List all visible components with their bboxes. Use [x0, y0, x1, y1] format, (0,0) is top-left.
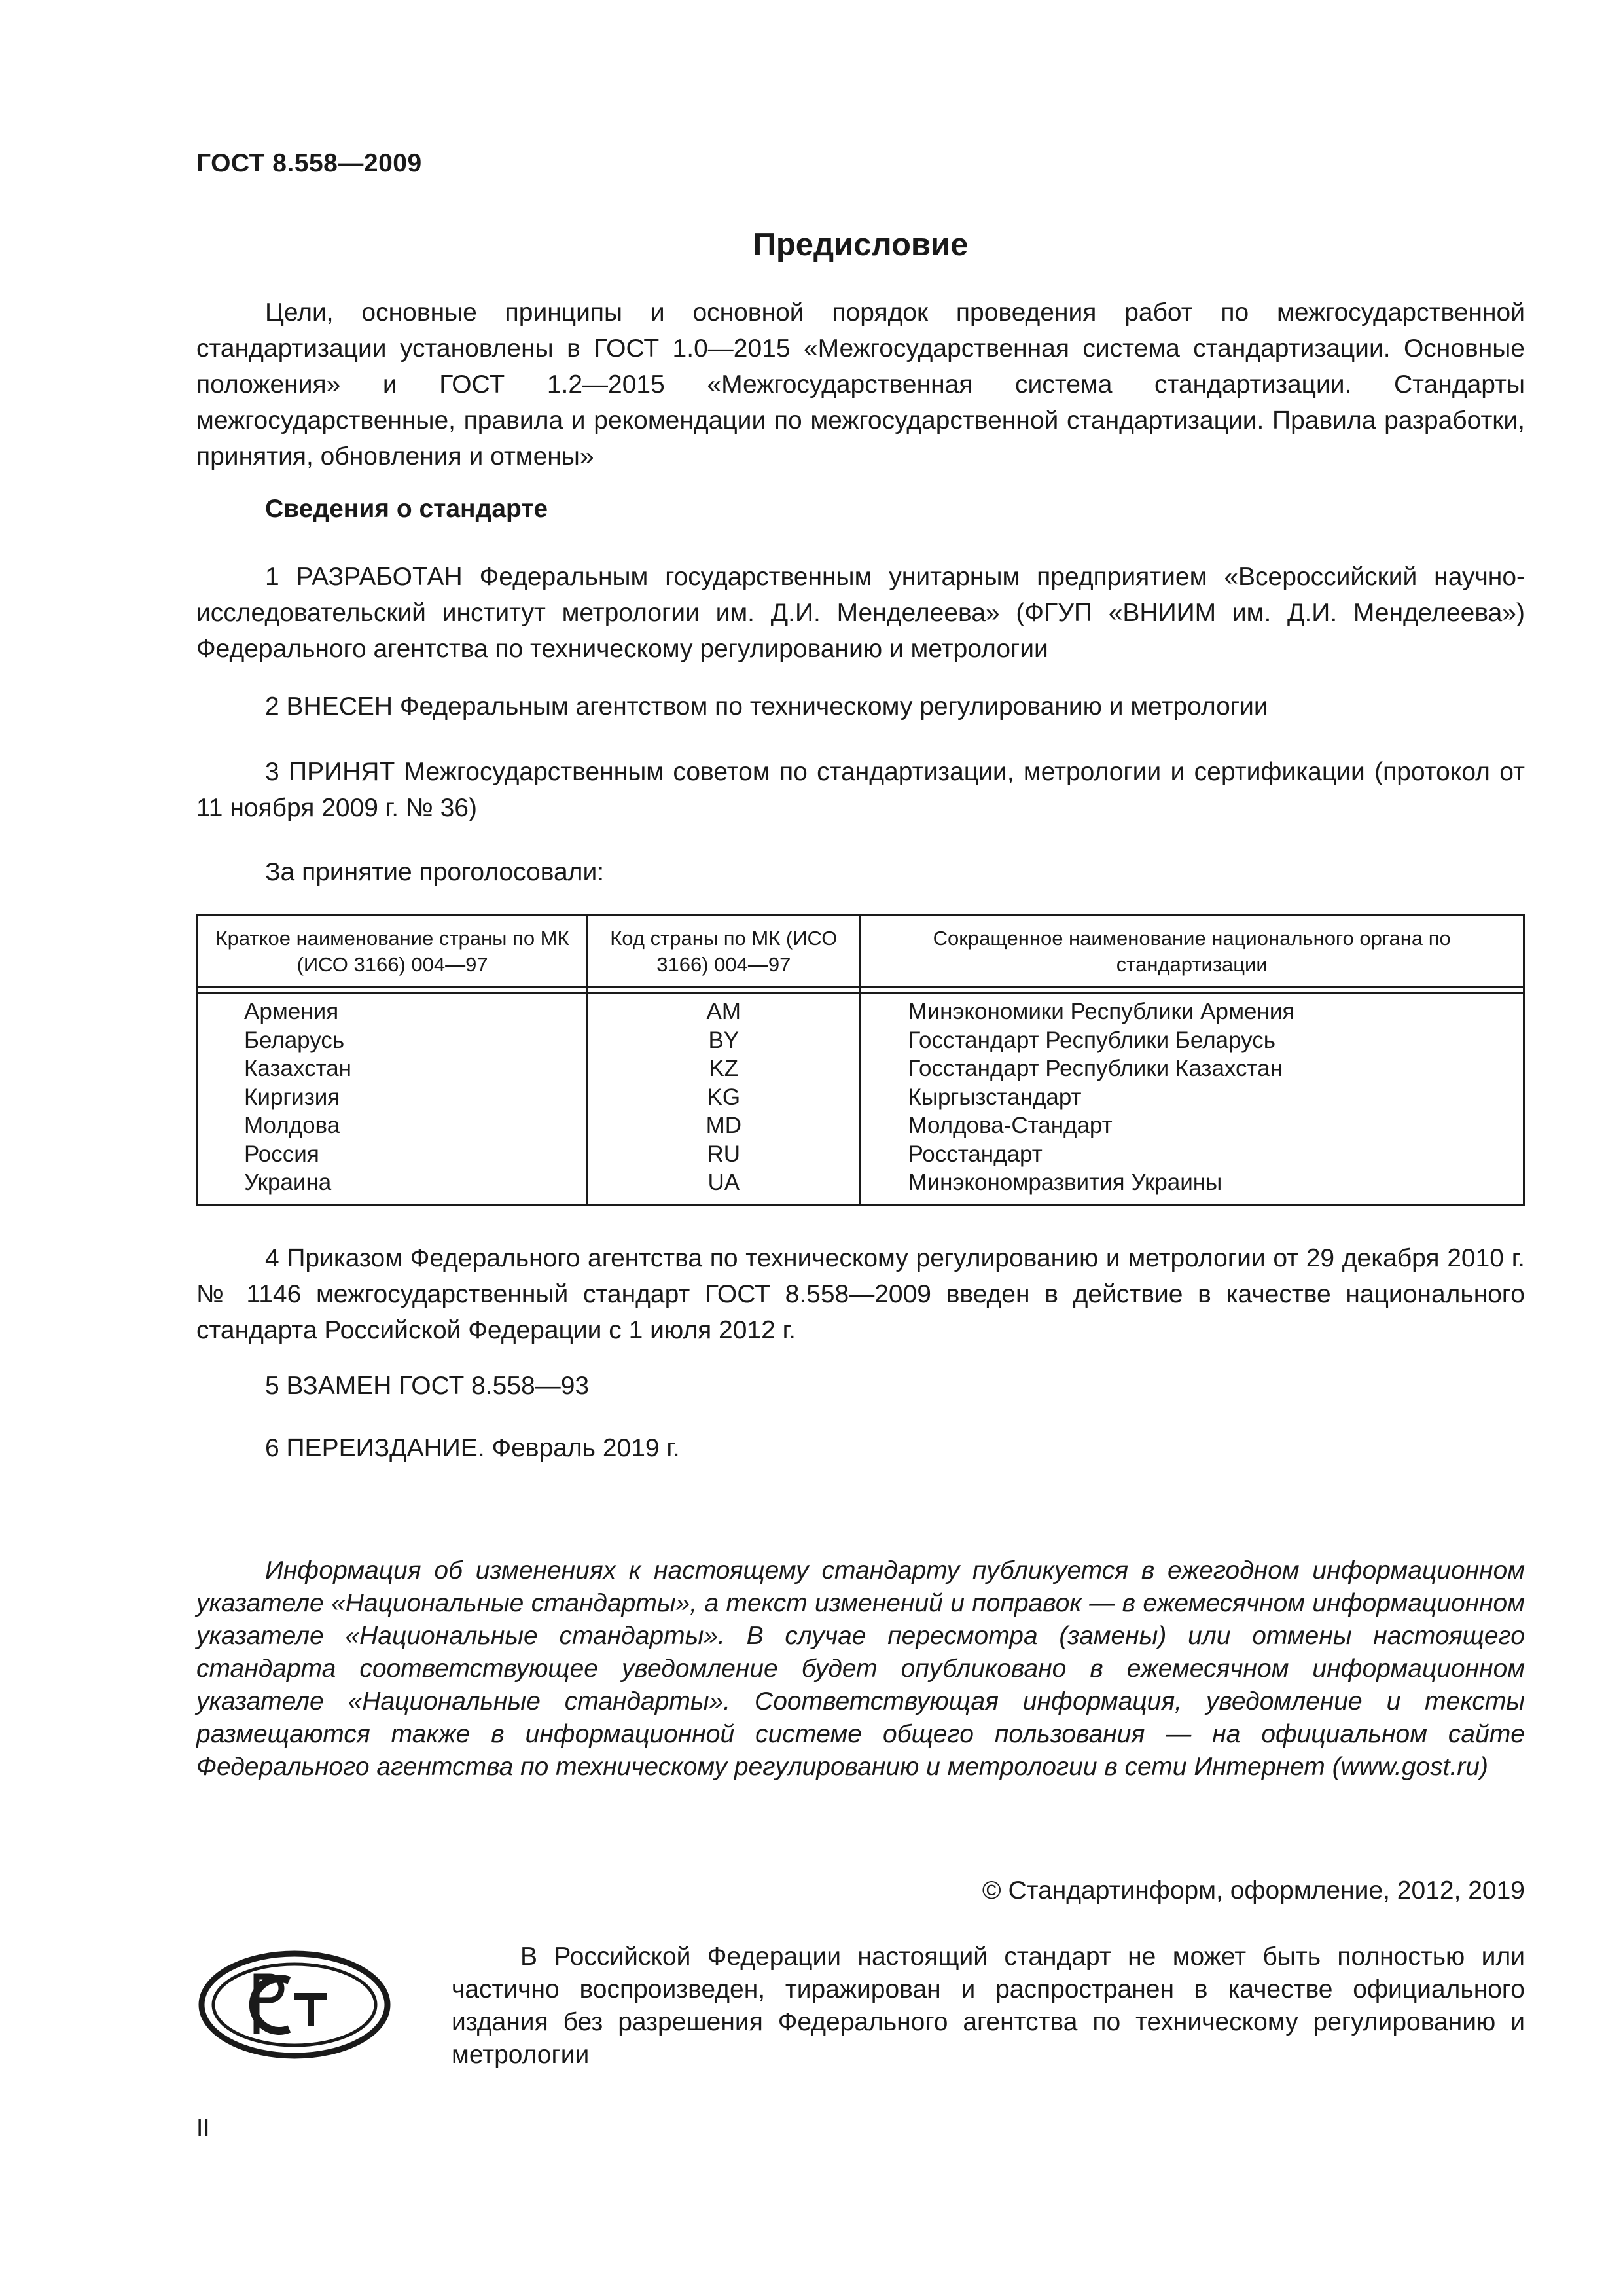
standards-body: Минэкономразвития Украины — [860, 1168, 1524, 1204]
table-row — [198, 993, 1524, 1026]
table-header-row — [198, 916, 1524, 987]
country-name: Молдова — [198, 1111, 588, 1140]
country-code: BY — [588, 1026, 860, 1055]
table-row — [198, 1026, 1524, 1055]
country-name: Казахстан — [198, 1054, 588, 1083]
standards-body: Кыргызстандарт — [860, 1083, 1524, 1112]
country-code: KG — [588, 1083, 860, 1112]
changes-notice: Информация об изменениях к настоящему стандарту публикуется в ежегодном информационном указателе «Национальные стандарты», а текст изменений и поправок — в ежемесячном информационном указателе «Национальные стандарты». В случае пересмотра (замены) или отмены настоящего стандарта соответствующее уведомление будет опубликовано в ежемесячном информационном указателе «Национальные стандарты». Соответствующая информация, уведомление и тексты размещаются также в информационной системе общего пользования — на официальном сайте Федерального агентства по техническому регулированию и метрологии в сети Интернет (www.gost.ru) — [196, 1556, 1525, 1781]
country-code: MD — [588, 1111, 860, 1140]
table-row — [198, 1083, 1524, 1112]
standards-body: Минэкономики Республики Армения — [860, 993, 1524, 1026]
standards-body: Госстандарт Республики Казахстан — [860, 1054, 1524, 1083]
item-adopted: 3 ПРИНЯТ Межгосударственным советом по стандартизации, метрологии и сертификации (протокол от 11 ноября 2009 г. № 36) — [196, 758, 1525, 822]
item-enacted: 4 Приказом Федерального агентства по техническому регулированию и метрологии от 29 декабря 2010 г. № 1146 межгосударственный стандарт ГОСТ 8.558—2009 введен в действие в качестве национального стандарта Российской Федерации с 1 июля 2012 г. — [196, 1244, 1525, 1344]
country-name: Россия — [198, 1140, 588, 1169]
table-row — [198, 1111, 1524, 1140]
country-name: Украина — [198, 1168, 588, 1204]
column-header-code: Код страны по МК (ИСО 3166) 004—97 — [588, 916, 860, 987]
country-name: Киргизия — [198, 1083, 588, 1112]
vote-caption: За принятие проголосовали: — [265, 858, 605, 886]
table-row — [198, 1168, 1524, 1204]
standards-body: Молдова-Стандарт — [860, 1111, 1524, 1140]
column-header-org: Сокращенное наименование национального органа по стандартизации — [860, 916, 1524, 987]
copyright-line: © Стандартинформ, оформление, 2012, 2019 — [982, 1876, 1525, 1905]
standards-body: Госстандарт Республики Беларусь — [860, 1026, 1524, 1055]
standards-body: Росстандарт — [860, 1140, 1524, 1169]
rst-certification-logo-icon — [196, 1949, 393, 2060]
item-developed: 1 РАЗРАБОТАН Федеральным государственным унитарным предприятием «Всероссийский научно-исследовательский институт метрологии им. Д.И. Менделеева» (ФГУП «ВНИИМ им. Д.И. Менделеева») Федерального агентства по техническому регулированию и метрологии — [196, 563, 1525, 663]
reproduction-notice: В Российской Федерации настоящий стандарт не может быть полностью или частично воспроизведен, тиражирован и распространен в качестве официального издания без разрешения Федерального агентства по техническому регулированию и метрологии — [452, 1943, 1525, 2069]
country-code: RU — [588, 1140, 860, 1169]
document-page — [196, 0, 1525, 2296]
country-name: Армения — [198, 993, 588, 1026]
country-code: AM — [588, 993, 860, 1026]
table-row — [198, 1140, 1524, 1169]
country-code: KZ — [588, 1054, 860, 1083]
item-reissue: 6 ПЕРЕИЗДАНИЕ. Февраль 2019 г. — [265, 1434, 680, 1462]
intro-paragraph: Цели, основные принципы и основной порядок проведения работ по межгосударственной стандартизации установлены в ГОСТ 1.0—2015 «Межгосударственная система стандартизации. Основные положения» и ГОСТ 1.2—2015 «Межгосударственная система стандартизации. Стандарты межгосударственные, правила и рекомендации по межгосударственной стандартизации. Правила разработки, принятия, обновления и отмены» — [196, 298, 1525, 471]
page-title: Предисловие — [753, 227, 969, 262]
country-name: Беларусь — [198, 1026, 588, 1055]
section-subheading: Сведения о стандарте — [265, 495, 548, 523]
header-double-rule — [198, 987, 1524, 993]
country-code: UA — [588, 1168, 860, 1204]
table-row — [198, 1054, 1524, 1083]
column-header-country: Краткое наименование страны по МК (ИСО 3166) 004—97 — [198, 916, 588, 987]
item-introduced: 2 ВНЕСЕН Федеральным агентством по техническому регулированию и метрологии — [265, 692, 1268, 721]
voting-countries-table — [196, 914, 1525, 1206]
page-number: II — [196, 2114, 210, 2141]
item-replaces: 5 ВЗАМЕН ГОСТ 8.558—93 — [265, 1372, 590, 1400]
standard-code: ГОСТ 8.558—2009 — [196, 149, 422, 177]
